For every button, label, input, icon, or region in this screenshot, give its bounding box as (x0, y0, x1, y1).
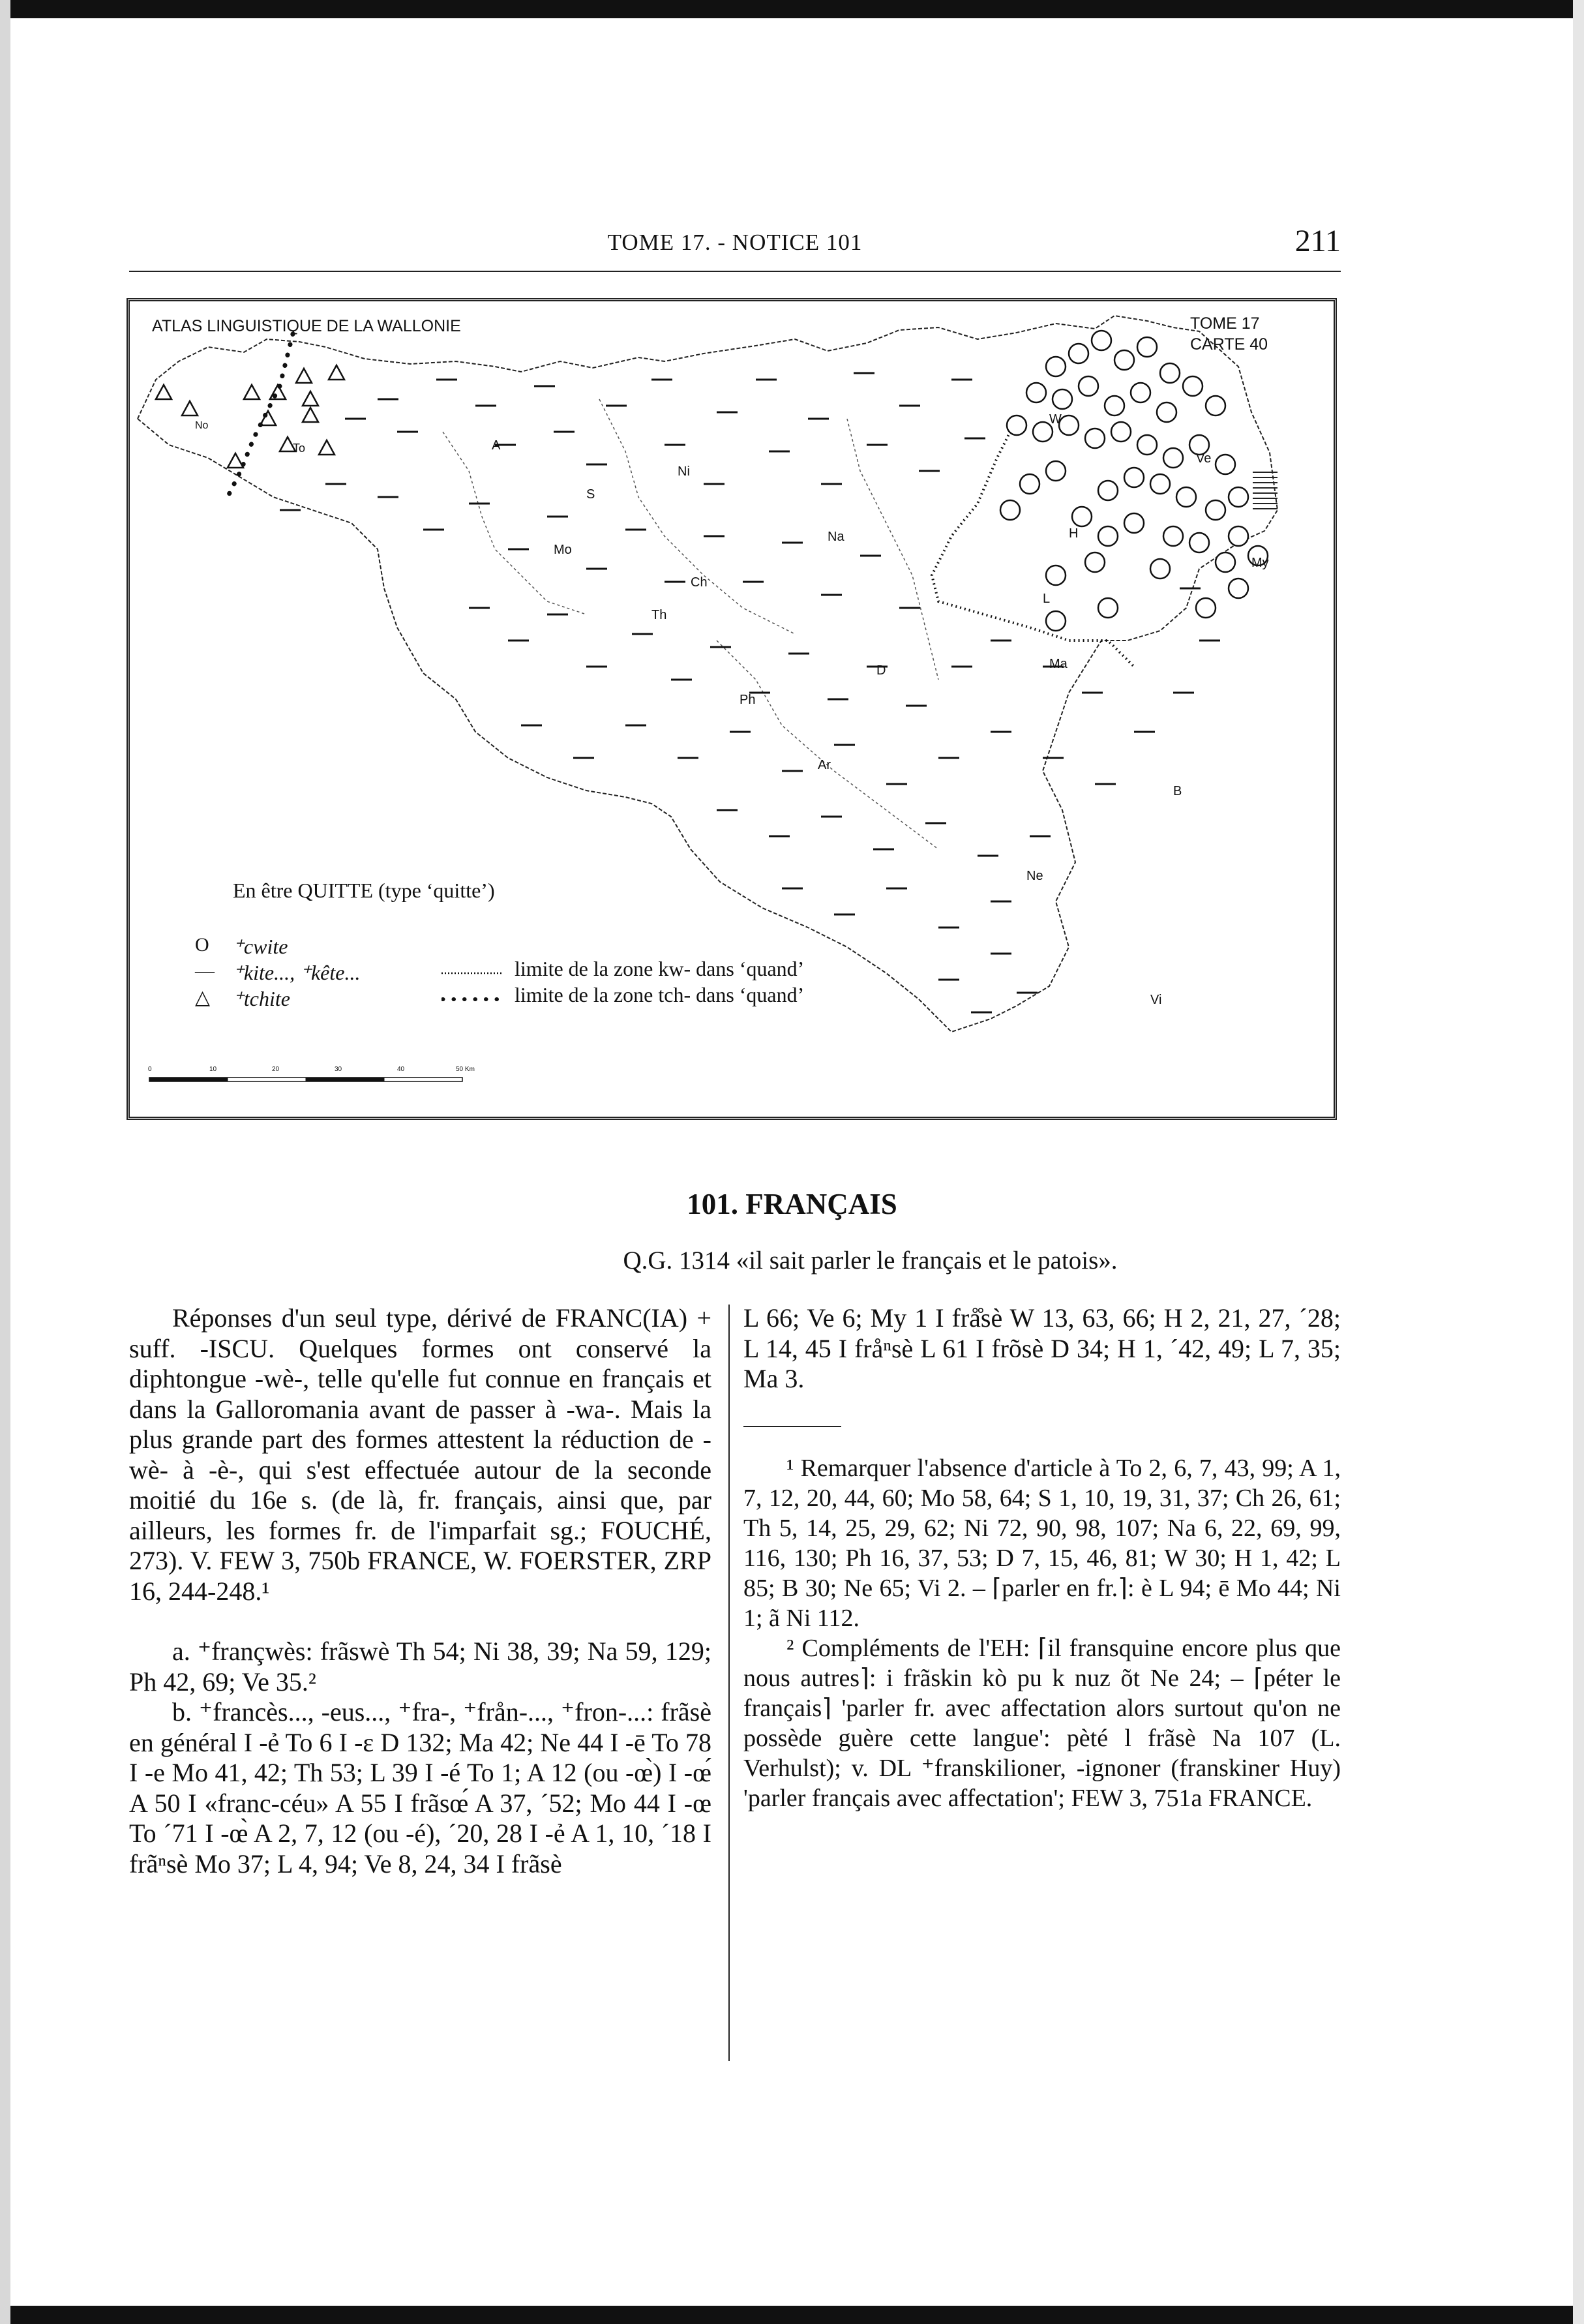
form-b-continuation: L 66; Ve 6; My 1 I frå̊sè W 13, 63, 66; H 2, 21, 27, ´28; L 14, 45 I fråⁿsè L 61 I frõsè D 34; H 1, ´42, 49; L 7, 35; Ma 3. (743, 1303, 1341, 1393)
form-a-paragraph: a. ⁺françwès: frãswè Th 54; Ni 38, 39; Na 59, 129; Ph 42, 69; Ve 35.² (129, 1637, 711, 1697)
internal-boundary (847, 419, 938, 680)
region-label: No (195, 420, 209, 431)
triangle-symbols (156, 365, 344, 468)
dash-icon: — (195, 960, 215, 982)
region-label: L (1043, 592, 1051, 606)
region-label: Ch (691, 575, 708, 590)
circle-icon: O (195, 934, 209, 956)
region-label: My (1251, 556, 1269, 570)
region-label: A (492, 438, 501, 453)
region-label: Vi (1150, 993, 1162, 1007)
scale-label: 40 (397, 1066, 405, 1073)
linguistic-map (127, 298, 1337, 1120)
footnote-rule (743, 1426, 841, 1427)
wallonia-outline (138, 316, 1278, 1032)
region-label: Th (651, 608, 667, 622)
tch-boundary-dots (228, 334, 293, 497)
scan-top-border (0, 0, 1584, 18)
region-label: Ar (818, 758, 831, 772)
region-label: Na (828, 530, 844, 544)
hatched-area (1253, 472, 1278, 509)
footnote-1: ¹ Remarquer l'absence d'article à To 2, 6, 7, 43, 99; A 1, 7, 12, 20, 44, 60; Mo 58, 64; S 1, 10, 19, 31, 37; Ch 26, 61; Th 5, 14, 25, 29, 62; Ni 72, 90, 98, 107; Na 6, 22, 69, 99, 116, 130; Ph 16, 37, 53; D 7, 15, 46, 81; W 30; H 1, 42; L 85; B 30; Ne 65; Vi 2. – ⌈parler en fr.⌉: è L 94; ē Mo 44; Ni 1; ã Ni 112. (743, 1454, 1341, 1632)
scale-label: 0 (148, 1066, 152, 1073)
map-caption: En être QUITTE (type ‘quitte’) (233, 879, 495, 902)
region-label: To (293, 442, 306, 455)
region-label: Ni (678, 464, 690, 479)
region-label: Ve (1196, 451, 1212, 466)
card-label: CARTE 40 (1190, 335, 1268, 354)
region-label: Mo (554, 543, 572, 557)
article-title: 101. FRANÇAIS (687, 1188, 897, 1220)
header-rule (129, 271, 1341, 272)
running-head (129, 223, 1341, 269)
circle-symbols (1000, 331, 1268, 631)
atlas-title: ATLAS LINGUISTIQUE DE LA WALLONIE (152, 317, 461, 335)
volume-label: TOME 17 (1190, 314, 1260, 333)
scale-label: 20 (272, 1066, 280, 1073)
region-label: Ma (1049, 657, 1068, 671)
legend-label-tchite: ⁺tchite (233, 987, 290, 1010)
scale-label: 10 (209, 1066, 217, 1073)
article-question: Q.G. 1314 «il sait parler le français et le patois». (623, 1246, 1118, 1275)
scan-bottom-border (0, 2306, 1584, 2324)
scale-label: 30 (335, 1066, 342, 1073)
scale-label: 50 Km (456, 1066, 475, 1073)
running-title: TOME 17. - NOTICE 101 (607, 230, 863, 255)
internal-boundary (443, 432, 586, 614)
footnote-2: ² Compléments de l'EH: ⌈il fransquine encore plus que nous autres⌉: i frãskin kò pu k nuz õt Ne 24; – ⌈péter le français⌉ 'parler fr. avec affectation alors surtout qu'on ne possède guère cette langue': pèté l frãsè Na 107 (L. Verhulst); v. DL ⁺franskilioner, -ignoner (franskiner Huy) 'parler français avec affectation'; FEW 3, 751a FRANCE. (743, 1634, 1341, 1812)
kw-boundary-label: limite de la zone kw- dans ‘quand’ (515, 957, 805, 980)
region-label: Ne (1026, 869, 1043, 883)
region-label: H (1069, 526, 1079, 541)
page-number: 211 (1294, 224, 1341, 258)
form-b-paragraph: b. ⁺francès..., -eus..., ⁺fra-, ⁺från-..., ⁺fron-...: frãsè en général I -ẻ To 6 I -ε D 132; Ma 42; Ne 44 I -ē To 78 I -e Mo 41, 42; Th 53; L 39 I -é To 1; A 12 (ou -œ̀) I -œ́ A 50 I «franc-céu» A 55 I frãsœ́ A 37, ´52; Mo 44 I -œ To ´71 I -œ̀ A 2, 7, 12 (ou -é), ´20, 28 I -ẻ A 1, 10, ´18 I frãⁿsè Mo 37; L 4, 94; Ve 8, 24, 34 I frãsè (129, 1697, 711, 1879)
column-divider (728, 1305, 730, 2061)
region-label: D (876, 663, 886, 678)
legend-label-cwite: ⁺cwite (233, 935, 288, 958)
internal-boundary (599, 399, 795, 634)
tch-boundary-label: limite de la zone tch- dans ‘quand’ (515, 983, 805, 1006)
scan-left-edge (0, 0, 10, 2324)
intro-paragraph: Réponses d'un seul type, dérivé de FRANC(IA) + suff. -ISCU. Quelques formes ont conservé la diphtongue -wè-, telle qu'elle fut connue en français et dans la Galloromania avant de passer à -wa-. Mais la plus grande part des formes attestent la réduction de -wè- à -è-, qui s'est effectuée autour de la seconde moitié du 16e s. (de là, fr. français, ainsi que, par ailleurs, les formes fr. de l'imparfait sg.; FOUCHÉ, 273). V. FEW 3, 750b FRANCE, W. FOERSTER, ZRP 16, 244-248.¹ (129, 1303, 711, 1606)
region-label: Ph (740, 693, 756, 707)
legend-label-kite: ⁺kite..., ⁺kête... (233, 961, 361, 984)
triangle-icon: △ (195, 987, 211, 1008)
right-column (743, 1303, 1341, 1813)
scale-bar (149, 1078, 462, 1081)
region-label: W (1049, 412, 1062, 427)
left-column (129, 1303, 711, 1879)
boundary-legend-symbols (441, 967, 507, 1025)
internal-boundary (717, 641, 938, 849)
scan-right-edge (1573, 0, 1584, 2324)
region-label: S (586, 487, 595, 502)
region-label: B (1173, 784, 1182, 798)
